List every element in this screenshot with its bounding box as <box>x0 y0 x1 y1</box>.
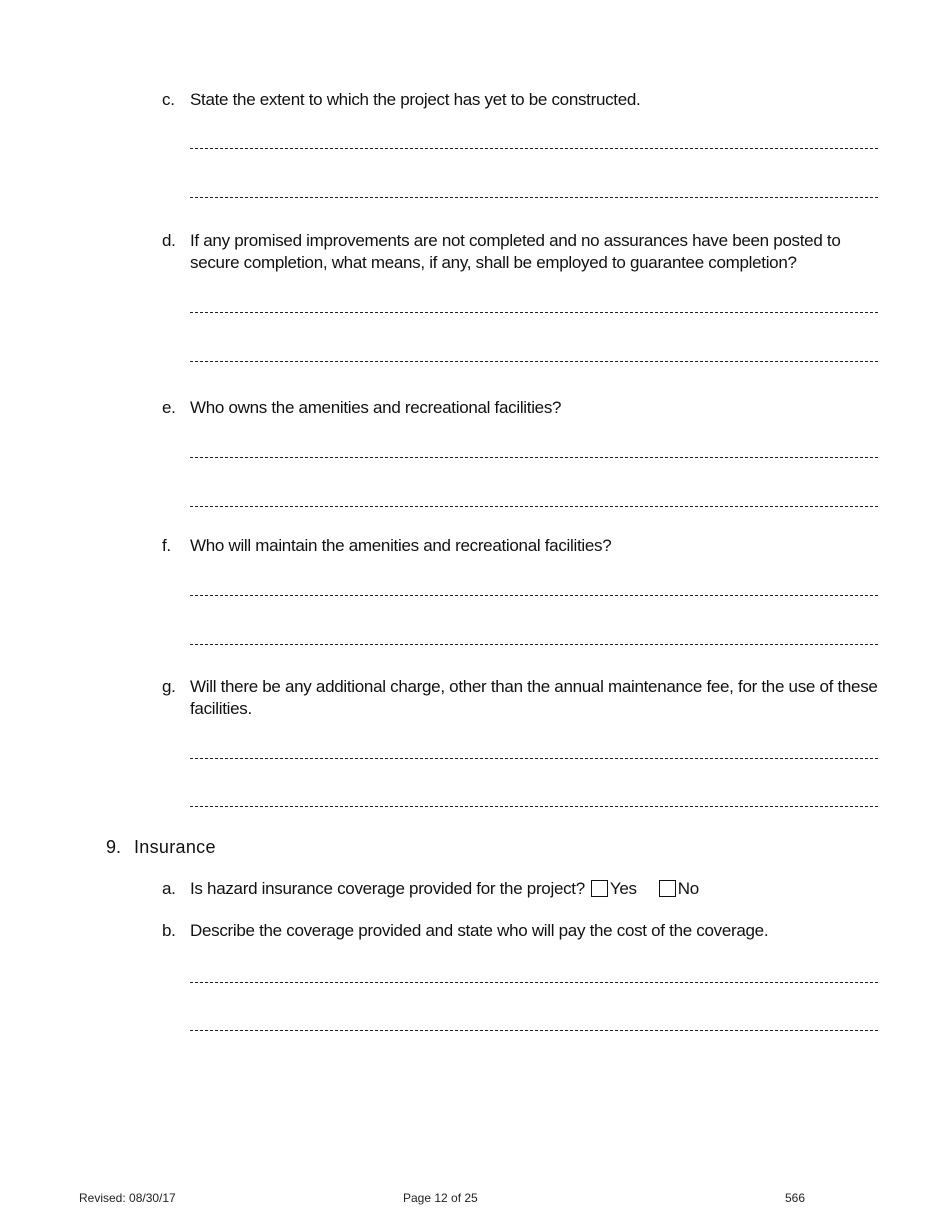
answer-line-f-1[interactable] <box>190 595 878 596</box>
answer-line-g-1[interactable] <box>190 758 878 759</box>
yes-label: Yes <box>609 879 637 898</box>
answer-line-e-2[interactable] <box>190 506 878 507</box>
answer-line-e-1[interactable] <box>190 457 878 458</box>
question-text: Who will maintain the amenities and recreational facilities? <box>190 536 612 555</box>
answer-line-d-2[interactable] <box>190 361 878 362</box>
section-number: 9. <box>106 837 122 857</box>
no-checkbox[interactable] <box>659 880 676 897</box>
question-letter: d. <box>162 231 176 250</box>
question-letter: c. <box>162 90 175 109</box>
question-text: Who owns the amenities and recreational facilities? <box>190 398 562 417</box>
question-text-with-options <box>190 878 880 900</box>
answer-line-9b-1[interactable] <box>190 982 878 983</box>
section-title: Insurance <box>134 837 216 857</box>
question-letter: a. <box>162 879 176 898</box>
question-text: State the extent to which the project has yet to be constructed. <box>190 90 641 109</box>
question-text: Describe the coverage provided and state who will pay the cost of the coverage. <box>190 921 769 940</box>
question-letter: g. <box>162 677 176 696</box>
no-label: No <box>677 879 699 898</box>
answer-line-d-1[interactable] <box>190 312 878 313</box>
footer-form-code: 566 <box>785 1191 806 1205</box>
question-text: Will there be any additional charge, other than the annual maintenance fee, for the use of these facilities. <box>190 677 878 718</box>
answer-line-g-2[interactable] <box>190 806 878 807</box>
answer-line-c-1[interactable] <box>190 148 878 149</box>
footer-revised-date: Revised: 08/30/17 <box>79 1191 176 1205</box>
question-text: Is hazard insurance coverage provided for the project? <box>190 879 585 898</box>
answer-line-f-2[interactable] <box>190 644 878 645</box>
answer-line-9b-2[interactable] <box>190 1030 878 1031</box>
question-letter: f. <box>162 536 171 555</box>
yes-checkbox[interactable] <box>591 880 608 897</box>
question-text: If any promised improvements are not completed and no assurances have been posted to secure completion, what means, if any, shall be employed to guarantee completion? <box>190 231 841 272</box>
question-letter: b. <box>162 921 176 940</box>
answer-line-c-2[interactable] <box>190 197 878 198</box>
question-letter: e. <box>162 398 176 417</box>
footer-page-number: Page 12 of 25 <box>403 1191 478 1205</box>
